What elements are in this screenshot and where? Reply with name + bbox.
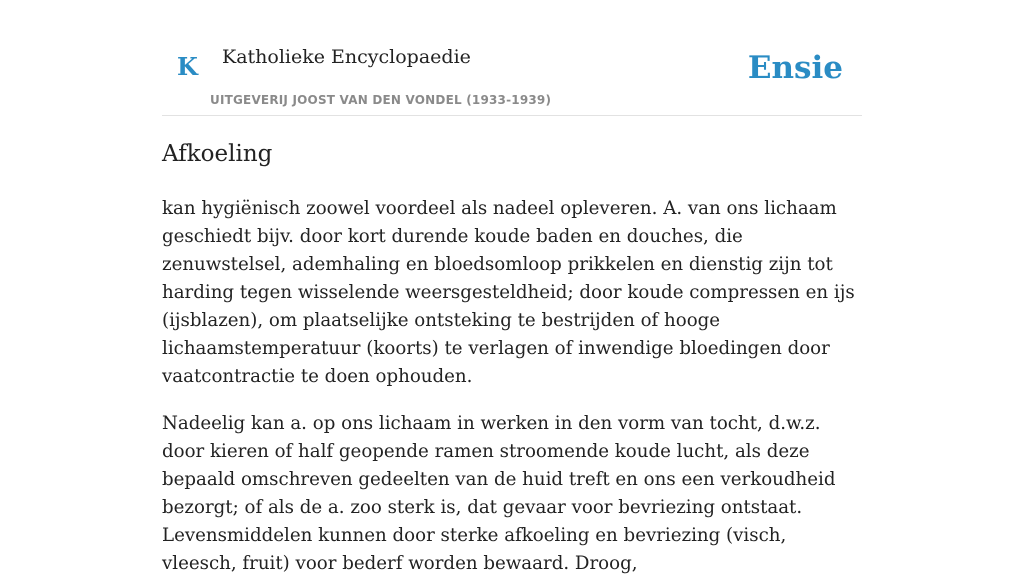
brand-logo-link[interactable]: Ensie: [747, 50, 843, 86]
content-container: [162, 0, 862, 578]
article-paragraph: kan hygiënisch zoowel voordeel als nadeel opleveren. A. van ons lichaam geschiedt bijv. door kort durende koude baden en douches, die zenuwstelsel, ademhaling en bloedsomloop prikkelen en dienstig zijn tot harding tegen wisselende weersgesteldheid; door koude compressen en ijs (ijsblazen), om plaatselijke ontsteking te bestrijden of hooge lichaamstemperatuur (koorts) te verlagen of inwendige bloedingen door vaatcontractie te doen ophouden.: [162, 197, 855, 387]
article: [162, 140, 862, 578]
site-header: [162, 0, 862, 116]
article-title: Afkoeling: [162, 141, 273, 167]
publisher-subtitle: UITGEVERIJ JOOST VAN DEN VONDEL (1933-1939): [210, 93, 552, 107]
article-paragraph: Nadeelig kan a. op ons lichaam in werken in den vorm van tocht, d.w.z. door kieren of half geopende ramen stroomende koude lucht, als deze bepaald omschreven gedeelten van de huid treft en ons een verkoudheid bezorgt; of als de a. zoo sterk is, dat gevaar voor bevriezing ontstaat. Levensmiddelen kunnen door sterke afkoeling en bevriezing (visch, vleesch, fruit) voor bederf worden bewaard. Droog,: [162, 412, 836, 574]
site-title[interactable]: Katholieke Encyclopaedie: [222, 46, 471, 68]
encyclopedia-logo[interactable]: K: [177, 52, 198, 81]
